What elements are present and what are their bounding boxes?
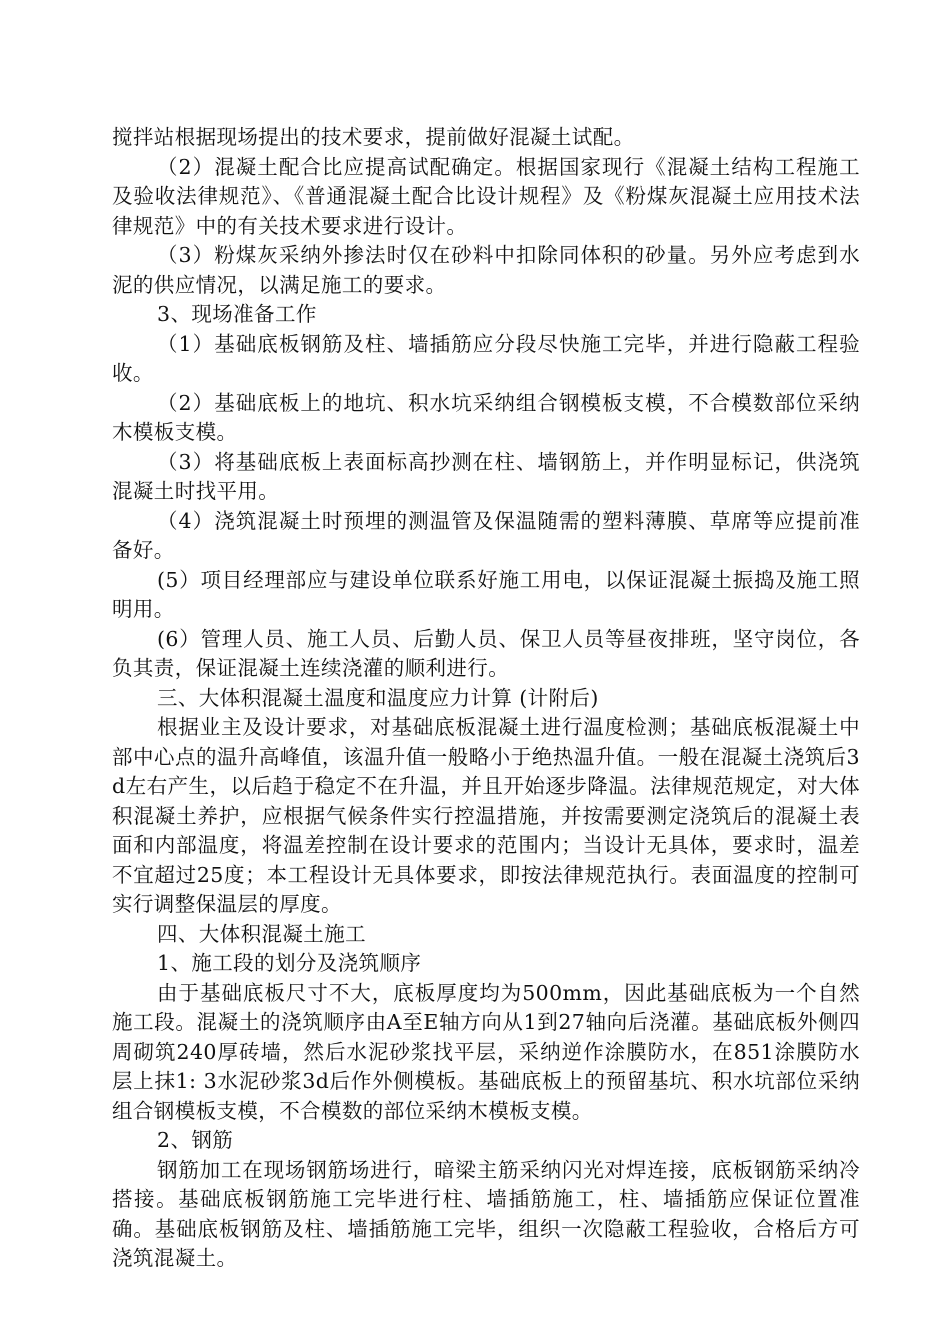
subsection-heading-pouring-sequence: 1、施工段的划分及浇筑顺序 [157,951,422,975]
section-heading-construction: 四、大体积混凝土施工 [157,921,366,946]
paragraph-pouring-sequence: 由于基础底板尺寸不大，底板厚度均为500mm，因此基础底板为一个自然施工段。混凝土的浇筑顺序由A至E轴方向从1到27轴向后浇灌。基础底板外侧四周砌筑240厚砖墙，然后水泥砂浆找平层，采纳逆作涂膜防水，在851涂膜防水层上抹1: 3水泥砂浆3d后作外侧模板。基础底板上的预留基坑、积水坑部位采纳组合钢模板支模，不合模数的部位采纳木模板支模。 [112,980,860,1123]
paragraph-rebar: 钢筋加工在现场钢筋场进行，暗梁主筋采纳闪光对焊连接，底板钢筋采纳冷搭接。基础底板钢筋施工完毕进行柱、墙插筋施工，柱、墙插筋应保证位置准确。基础底板钢筋及柱、墙插筋施工完毕，组织一次隐蔽工程验收，合格后方可浇筑混凝土。 [112,1157,860,1270]
paragraph-mix-ratio: （2）混凝土配合比应提高试配确定。根据国家现行《混凝土结构工程施工及验收法律规范》、《普通混凝土配合比设计规程》及《粉煤灰混凝土应用技术法律规范》中的有关技术要求进行设计。 [112,154,860,238]
document-body [112,123,860,1274]
section-heading-site-preparation: 3、现场准备工作 [157,302,317,326]
paragraph-power-supply: (5）项目经理部应与建设单位联系好施工用电，以保证混凝土振捣及施工照明用。 [112,567,860,621]
paragraph-staff-shifts: (6）管理人员、施工人员、后勤人员、保卫人员等昼夜排班，坚守岗位，各负其责，保证混凝土连续浇灌的顺利进行。 [112,626,860,680]
paragraph-continuation: 搅拌站根据现场提出的技术要求，提前做好混凝土试配。 [112,125,635,149]
paragraph-rebar-inspection: （1）基础底板钢筋及柱、墙插筋应分段尽快施工完毕，并进行隐蔽工程验收。 [112,331,860,385]
section-heading-temperature-stress: 三、大体积混凝土温度和温度应力计算 (计附后) [157,685,599,710]
paragraph-temperature-control: 根据业主及设计要求，对基础底板混凝土进行温度检测；基础底板混凝土中部中心点的温升高峰值，该温升值一般略小于绝热温升值。一般在混凝土浇筑后3d左右产生，以后趋于稳定不在升温，并且开始逐步降温。法律规范规定，对大体积混凝土养护，应根据气候条件实行控温措施，并按需要测定浇筑后的混凝土表面和内部温度，将温差控制在设计要求的范围内；当设计无具体，要求时，温差不宜超过25度；本工程设计无具体要求，即按法律规范执行。表面温度的控制可实行调整保温层的厚度。 [112,715,860,916]
paragraph-thermometer-pipes: （4）浇筑混凝土时预埋的测温管及保温随需的塑料薄膜、草席等应提前准备好。 [112,508,860,562]
paragraph-formwork: （2）基础底板上的地坑、积水坑采纳组合钢模板支模，不合模数部位采纳木模板支模。 [112,390,860,444]
paragraph-elevation-marking: （3）将基础底板上表面标高抄测在柱、墙钢筋上，并作明显标记，供浇筑混凝土时找平用。 [112,449,860,503]
subsection-heading-rebar: 2、钢筋 [157,1128,234,1152]
paragraph-fly-ash: （3）粉煤灰采纳外掺法时仅在砂料中扣除同体积的砂量。另外应考虑到水泥的供应情况，以满足施工的要求。 [112,243,860,297]
